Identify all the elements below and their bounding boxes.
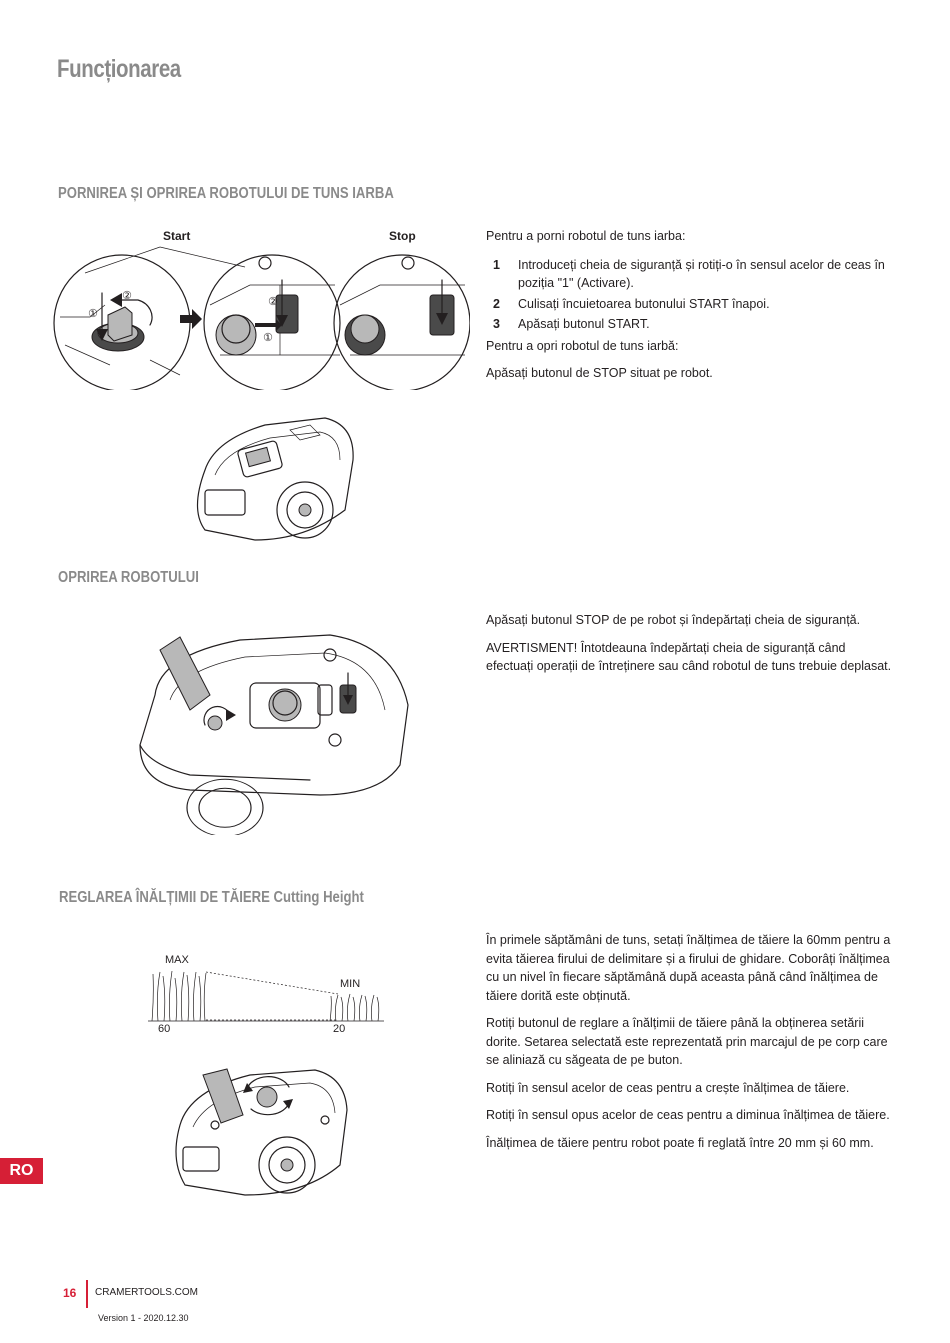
- stopping-paragraph-1: Apăsați butonul STOP de pe robot și îndepărtați cheia de siguranță.: [486, 613, 861, 627]
- list-item: [486, 256, 896, 293]
- stopping-warning: AVERTISMENT! Întotdeauna îndepărtați cheia de siguranță când efectuați operații de întreținere sau când robotul de tuns trebuie deplasat.: [486, 640, 892, 673]
- stop-intro: Pentru a opri robotul de tuns iarbă:: [486, 338, 679, 353]
- label-height-60: 60: [158, 1023, 171, 1035]
- footer-website: CRAMERTOOLS.COM: [95, 1287, 198, 1298]
- step-number: 1: [493, 257, 500, 272]
- start-steps-list: [486, 256, 896, 334]
- robot-mower-illustration: [185, 400, 365, 550]
- robot-stop-illustration: [130, 615, 420, 835]
- height-paragraph-3: Rotiți în sensul acelor de ceas pentru a crește înălțimea de tăiere.: [486, 1080, 850, 1095]
- robot-height-illustration: [165, 1055, 355, 1205]
- section-heading-stopping: OPRIREA ROBOTULUI: [58, 569, 199, 586]
- section-heading-start-stop: PORNIREA ȘI OPRIREA ROBOTULUI DE TUNS IARBA: [58, 185, 394, 202]
- stop-text: Apăsați butonul de STOP situat pe robot.: [486, 366, 713, 380]
- step-number: 2: [493, 296, 500, 311]
- footer-version: Version 1 - 2020.12.30: [98, 1313, 189, 1323]
- section-heading-cutting-height: REGLAREA ÎNĂLȚIMII DE TĂIERE Cutting Height: [59, 889, 364, 906]
- page-number: 16: [63, 1286, 77, 1300]
- list-item: [486, 295, 896, 314]
- marker-1-panel: ①: [263, 331, 273, 344]
- figure-label-start: Start: [163, 229, 191, 243]
- height-paragraph-4: Rotiți în sensul opus acelor de ceas pentru a diminua înălțimea de tăiere.: [486, 1108, 890, 1122]
- grass-height-illustration: [148, 966, 384, 1024]
- language-tab: RO: [0, 1158, 43, 1184]
- marker-2-panel: ②: [268, 295, 278, 308]
- marker-1-start: ①: [88, 307, 98, 320]
- arrow-right-icon: [180, 309, 202, 329]
- start-intro: Pentru a porni robotul de tuns iarba:: [486, 229, 686, 243]
- page-title: Funcționarea: [57, 55, 181, 83]
- height-paragraph-5: Înălțimea de tăiere pentru robot poate fi reglată între 20 mm și 60 mm.: [486, 1135, 874, 1150]
- step-number: 3: [493, 317, 500, 331]
- marker-2-start: ②: [122, 289, 132, 302]
- step-text: Culisați încuietoarea butonului START înapoi.: [518, 296, 770, 311]
- figure-label-stop: Stop: [389, 229, 416, 243]
- step-text: Introduceți cheia de siguranță și rotiți-o în sensul acelor de ceas în poziția "1" (Activare).: [518, 257, 885, 290]
- label-min: MIN: [340, 978, 361, 990]
- label-height-20: 20: [333, 1023, 346, 1035]
- footer-divider: [86, 1280, 88, 1308]
- height-paragraph-1: În primele săptămâni de tuns, setați înălțimea de tăiere la 60mm pentru a evita tăierea firului de delimitare și a firului de ghidare. Coborâți înălțimea cu un nivel în fiecare săptămână după aceasta până când înălțimea de tăiere dorită este obținută.: [486, 933, 891, 1003]
- list-item: [486, 315, 896, 334]
- start-stop-illustration: [50, 245, 470, 390]
- height-paragraph-2: Rotiți butonul de reglare a înălțimii de tăiere până la obținerea setării dorite. Setarea selectată este reprezentată prin marcajul de pe corp care se aliniază cu săgeata de pe buton.: [486, 1016, 888, 1067]
- step-text: Apăsați butonul START.: [518, 317, 650, 331]
- height-knob-icon: [257, 1087, 277, 1107]
- label-max: MAX: [165, 954, 189, 966]
